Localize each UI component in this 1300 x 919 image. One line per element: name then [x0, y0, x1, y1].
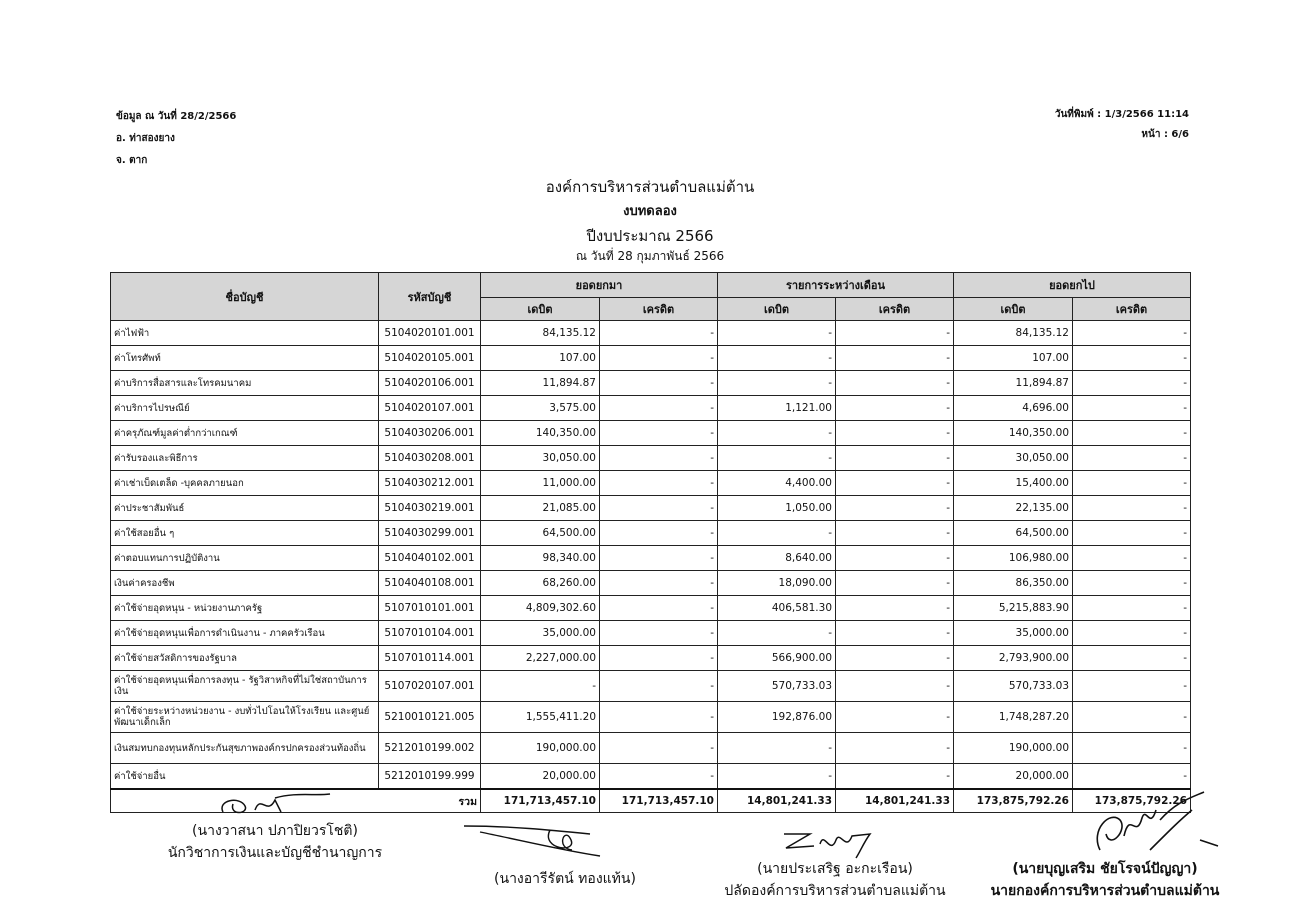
m-debit-cell: -	[718, 733, 836, 764]
cf-credit-cell: -	[1073, 646, 1191, 671]
cf-debit-cell: 11,894.87	[954, 371, 1073, 396]
table-row	[111, 646, 1191, 671]
cf-debit-cell: 86,350.00	[954, 571, 1073, 596]
print-date: วันที่พิมพ์ : 1/3/2566 11:14	[1054, 109, 1189, 120]
cf-debit-cell: 15,400.00	[954, 471, 1073, 496]
table-row	[111, 346, 1191, 371]
bf-credit-cell: -	[600, 702, 718, 733]
bf-debit-cell: 190,000.00	[481, 733, 600, 764]
bf-debit-cell: 64,500.00	[481, 521, 600, 546]
m-credit-cell: -	[836, 733, 954, 764]
signer-4-name: (นายบุญเสริม ชัยโรจน์ปัญญา)	[1012, 861, 1198, 877]
total-bf-credit: 171,713,457.10	[600, 789, 718, 813]
table-row	[111, 521, 1191, 546]
cf-debit-cell: 5,215,883.90	[954, 596, 1073, 621]
signer-3-name: (นายประเสริฐ อะกะเรือน)	[757, 861, 913, 877]
account-code-cell: 5104020101.001	[379, 321, 481, 346]
cf-debit-cell: 106,980.00	[954, 546, 1073, 571]
cf-credit-cell: -	[1073, 764, 1191, 790]
account-name-cell: ค่าใช้จ่ายอุดหนุนเพื่อการดำเนินงาน - ภาคครัวเรือน	[111, 621, 379, 646]
group-during-month: รายการระหว่างเดือน	[718, 273, 954, 298]
bf-credit-cell: -	[600, 733, 718, 764]
cf-credit-cell: -	[1073, 446, 1191, 471]
bf-credit-cell: -	[600, 346, 718, 371]
total-bf-debit: 171,713,457.10	[481, 789, 600, 813]
bf-credit-cell: -	[600, 596, 718, 621]
m-debit-cell: 18,090.00	[718, 571, 836, 596]
cf-debit-cell: 22,135.00	[954, 496, 1073, 521]
trial-balance-table	[110, 272, 1191, 813]
bf-debit-cell: 20,000.00	[481, 764, 600, 790]
bf-debit-cell: 68,260.00	[481, 571, 600, 596]
account-code-cell: 5104030219.001	[379, 496, 481, 521]
account-code-cell: 5212010199.999	[379, 764, 481, 790]
table-row	[111, 621, 1191, 646]
report-meta-right	[1055, 105, 1189, 145]
account-code-cell: 5107020107.001	[379, 671, 481, 702]
signature-block-2	[470, 868, 660, 890]
account-name-cell: ค่าใช้จ่ายอื่น	[111, 764, 379, 790]
signature-scribble-4	[1080, 790, 1220, 860]
signer-3-title: ปลัดองค์การบริหารส่วนตำบลแม่ต้าน	[724, 883, 946, 899]
cf-debit-cell: 4,696.00	[954, 396, 1073, 421]
table-row	[111, 571, 1191, 596]
m-debit-cell: -	[718, 321, 836, 346]
bf-credit-cell: -	[600, 446, 718, 471]
bf-credit-cell: -	[600, 546, 718, 571]
total-m-credit: 14,801,241.33	[836, 789, 954, 813]
bf-debit-cell: 35,000.00	[481, 621, 600, 646]
account-code-cell: 5210010121.005	[379, 702, 481, 733]
cf-credit-cell: -	[1073, 521, 1191, 546]
table-row	[111, 546, 1191, 571]
cf-debit-cell: 84,135.12	[954, 321, 1073, 346]
signer-2-name: (นางอารีรัตน์ ทองแท้น)	[494, 871, 636, 887]
account-name-cell: ค่าบริการสื่อสารและโทรคมนาคม	[111, 371, 379, 396]
m-debit-cell: -	[718, 521, 836, 546]
account-code-cell: 5104040108.001	[379, 571, 481, 596]
cf-debit-cell: 30,050.00	[954, 446, 1073, 471]
table-row	[111, 396, 1191, 421]
signer-1-title: นักวิชาการเงินและบัญชีชำนาญการ	[167, 845, 383, 861]
account-name-cell: ค่าใช้จ่ายอุดหนุน - หน่วยงานภาครัฐ	[111, 596, 379, 621]
account-name-cell: ค่าครุภัณฑ์มูลค่าต่ำกว่าเกณฑ์	[111, 421, 379, 446]
table-row	[111, 371, 1191, 396]
account-name-cell: ค่าโทรศัพท์	[111, 346, 379, 371]
signature-scribble-1	[215, 790, 335, 820]
m-debit-cell: -	[718, 446, 836, 471]
province: จ. ตาก	[116, 155, 148, 166]
district: อ. ท่าสองยาง	[116, 133, 175, 144]
m-credit-cell: -	[836, 546, 954, 571]
account-code-cell: 5104020107.001	[379, 396, 481, 421]
cf-credit-cell: -	[1073, 702, 1191, 733]
bf-debit-cell: -	[481, 671, 600, 702]
m-credit-cell: -	[836, 646, 954, 671]
cf-credit-cell: -	[1073, 346, 1191, 371]
m-credit-cell: -	[836, 371, 954, 396]
report-meta-left	[116, 106, 236, 172]
signer-4-title: นายกองค์การบริหารส่วนตำบลแม่ต้าน	[990, 883, 1220, 899]
bf-credit-cell: -	[600, 671, 718, 702]
account-code-cell: 5212010199.002	[379, 733, 481, 764]
account-code-cell: 5104030299.001	[379, 521, 481, 546]
cf-credit-cell: -	[1073, 321, 1191, 346]
signature-block-3	[700, 858, 970, 902]
cf-debit-cell: 190,000.00	[954, 733, 1073, 764]
cf-debit-cell: 107.00	[954, 346, 1073, 371]
data-date: ข้อมูล ณ วันที่ 28/2/2566	[116, 111, 237, 122]
table-row	[111, 471, 1191, 496]
col-account-name: ชื่อบัญชี	[111, 273, 379, 321]
account-code-cell: 5107010101.001	[379, 596, 481, 621]
m-debit-cell: 406,581.30	[718, 596, 836, 621]
m-debit-cell: -	[718, 621, 836, 646]
page-number: หน้า : 6/6	[1141, 129, 1189, 140]
account-name-cell: ค่าบริการไปรษณีย์	[111, 396, 379, 421]
account-name-cell: ค่าเช่าเบ็ดเตล็ด -บุคคลภายนอก	[111, 471, 379, 496]
bf-debit-cell: 30,050.00	[481, 446, 600, 471]
cf-debit-cell: 1,748,287.20	[954, 702, 1073, 733]
col-bf-debit: เดบิต	[481, 298, 600, 321]
account-name-cell: ค่าใช้จ่ายอุดหนุนเพื่อการลงทุน - รัฐวิสาหกิจที่ไม่ใช่สถาบันการเงิน	[111, 671, 379, 702]
m-credit-cell: -	[836, 421, 954, 446]
bf-credit-cell: -	[600, 764, 718, 790]
cf-credit-cell: -	[1073, 496, 1191, 521]
account-name-cell: ค่าตอบแทนการปฏิบัติงาน	[111, 546, 379, 571]
account-name-cell: ค่าใช้จ่ายระหว่างหน่วยงาน - งบทั่วไปโอนให้โรงเรียน และศูนย์พัฒนาเด็กเล็ก	[111, 702, 379, 733]
table-row	[111, 764, 1191, 790]
cf-credit-cell: -	[1073, 546, 1191, 571]
bf-credit-cell: -	[600, 421, 718, 446]
cf-credit-cell: -	[1073, 733, 1191, 764]
m-debit-cell: -	[718, 764, 836, 790]
m-debit-cell: 192,876.00	[718, 702, 836, 733]
bf-credit-cell: -	[600, 571, 718, 596]
m-credit-cell: -	[836, 346, 954, 371]
m-credit-cell: -	[836, 471, 954, 496]
account-name-cell: เงินสมทบกองทุนหลักประกันสุขภาพองค์กรปกครองส่วนท้องถิ่น	[111, 733, 379, 764]
bf-credit-cell: -	[600, 396, 718, 421]
account-code-cell: 5107010114.001	[379, 646, 481, 671]
account-name-cell: ค่ารับรองและพิธีการ	[111, 446, 379, 471]
m-debit-cell: 570,733.03	[718, 671, 836, 702]
group-brought-forward: ยอดยกมา	[481, 273, 718, 298]
group-carried-forward: ยอดยกไป	[954, 273, 1191, 298]
m-debit-cell: 566,900.00	[718, 646, 836, 671]
table-row	[111, 596, 1191, 621]
bf-credit-cell: -	[600, 496, 718, 521]
cf-debit-cell: 2,793,900.00	[954, 646, 1073, 671]
m-debit-cell: -	[718, 371, 836, 396]
m-debit-cell: 1,050.00	[718, 496, 836, 521]
bf-debit-cell: 1,555,411.20	[481, 702, 600, 733]
cf-debit-cell: 140,350.00	[954, 421, 1073, 446]
bf-debit-cell: 2,227,000.00	[481, 646, 600, 671]
report-title: งบทดลอง	[623, 204, 677, 219]
signer-1-name: (นางวาสนา ปภาปิยวรโชติ)	[192, 823, 358, 839]
bf-debit-cell: 11,894.87	[481, 371, 600, 396]
cf-credit-cell: -	[1073, 621, 1191, 646]
m-debit-cell: -	[718, 346, 836, 371]
m-debit-cell: 1,121.00	[718, 396, 836, 421]
m-debit-cell: 8,640.00	[718, 546, 836, 571]
bf-debit-cell: 4,809,302.60	[481, 596, 600, 621]
cf-credit-cell: -	[1073, 596, 1191, 621]
table-row	[111, 321, 1191, 346]
m-credit-cell: -	[836, 596, 954, 621]
bf-debit-cell: 140,350.00	[481, 421, 600, 446]
bf-credit-cell: -	[600, 646, 718, 671]
account-code-cell: 5104020105.001	[379, 346, 481, 371]
as-of-date: ณ วันที่ 28 กุมภาพันธ์ 2566	[575, 249, 725, 263]
account-code-cell: 5104020106.001	[379, 371, 481, 396]
bf-credit-cell: -	[600, 521, 718, 546]
m-credit-cell: -	[836, 571, 954, 596]
account-name-cell: ค่าไฟฟ้า	[111, 321, 379, 346]
bf-debit-cell: 98,340.00	[481, 546, 600, 571]
account-code-cell: 5104030212.001	[379, 471, 481, 496]
col-m-credit: เครดิต	[836, 298, 954, 321]
ledger-body	[111, 321, 1191, 790]
cf-debit-cell: 64,500.00	[954, 521, 1073, 546]
account-code-cell: 5104030206.001	[379, 421, 481, 446]
bf-credit-cell: -	[600, 471, 718, 496]
cf-credit-cell: -	[1073, 671, 1191, 702]
cf-credit-cell: -	[1073, 571, 1191, 596]
org-title: องค์การบริหารส่วนตำบลแม่ต้าน	[545, 178, 755, 196]
bf-debit-cell: 11,000.00	[481, 471, 600, 496]
bf-credit-cell: -	[600, 371, 718, 396]
account-name-cell: ค่าใช้จ่ายสวัสดิการของรัฐบาล	[111, 646, 379, 671]
bf-debit-cell: 3,575.00	[481, 396, 600, 421]
cf-debit-cell: 20,000.00	[954, 764, 1073, 790]
cf-debit-cell: 570,733.03	[954, 671, 1073, 702]
m-credit-cell: -	[836, 671, 954, 702]
col-bf-credit: เครดิต	[600, 298, 718, 321]
table-row	[111, 496, 1191, 521]
total-label: รวม	[111, 789, 481, 813]
table-row	[111, 733, 1191, 764]
col-cf-credit: เครดิต	[1073, 298, 1191, 321]
account-name-cell: ค่าใช้สอยอื่น ๆ	[111, 521, 379, 546]
total-m-debit: 14,801,241.33	[718, 789, 836, 813]
account-code-cell: 5104030208.001	[379, 446, 481, 471]
table-row	[111, 671, 1191, 702]
total-cf-debit: 173,875,792.26	[954, 789, 1073, 813]
bf-debit-cell: 84,135.12	[481, 321, 600, 346]
signature-block-1	[150, 820, 400, 864]
account-name-cell: เงินค่าครองชีพ	[111, 571, 379, 596]
col-account-code: รหัสบัญชี	[379, 273, 481, 321]
signature-scribble-3	[780, 826, 880, 860]
cf-credit-cell: -	[1073, 421, 1191, 446]
cf-credit-cell: -	[1073, 471, 1191, 496]
m-credit-cell: -	[836, 496, 954, 521]
bf-debit-cell: 21,085.00	[481, 496, 600, 521]
table-row	[111, 421, 1191, 446]
signature-block-4	[980, 858, 1230, 902]
bf-credit-cell: -	[600, 321, 718, 346]
cf-credit-cell: -	[1073, 371, 1191, 396]
col-m-debit: เดบิต	[718, 298, 836, 321]
bf-debit-cell: 107.00	[481, 346, 600, 371]
m-credit-cell: -	[836, 396, 954, 421]
m-credit-cell: -	[836, 702, 954, 733]
m-credit-cell: -	[836, 621, 954, 646]
total-cf-credit: 173,875,792.26	[1073, 789, 1191, 813]
account-name-cell: ค่าประชาสัมพันธ์	[111, 496, 379, 521]
cf-credit-cell: -	[1073, 396, 1191, 421]
m-credit-cell: -	[836, 321, 954, 346]
account-code-cell: 5107010104.001	[379, 621, 481, 646]
fiscal-year: ปีงบประมาณ 2566	[586, 227, 714, 245]
table-row	[111, 446, 1191, 471]
col-cf-debit: เดบิต	[954, 298, 1073, 321]
m-credit-cell: -	[836, 446, 954, 471]
cf-debit-cell: 35,000.00	[954, 621, 1073, 646]
table-row	[111, 702, 1191, 733]
signature-scribble-2	[460, 820, 620, 865]
m-debit-cell: -	[718, 421, 836, 446]
m-credit-cell: -	[836, 521, 954, 546]
m-debit-cell: 4,400.00	[718, 471, 836, 496]
bf-credit-cell: -	[600, 621, 718, 646]
account-code-cell: 5104040102.001	[379, 546, 481, 571]
m-credit-cell: -	[836, 764, 954, 790]
